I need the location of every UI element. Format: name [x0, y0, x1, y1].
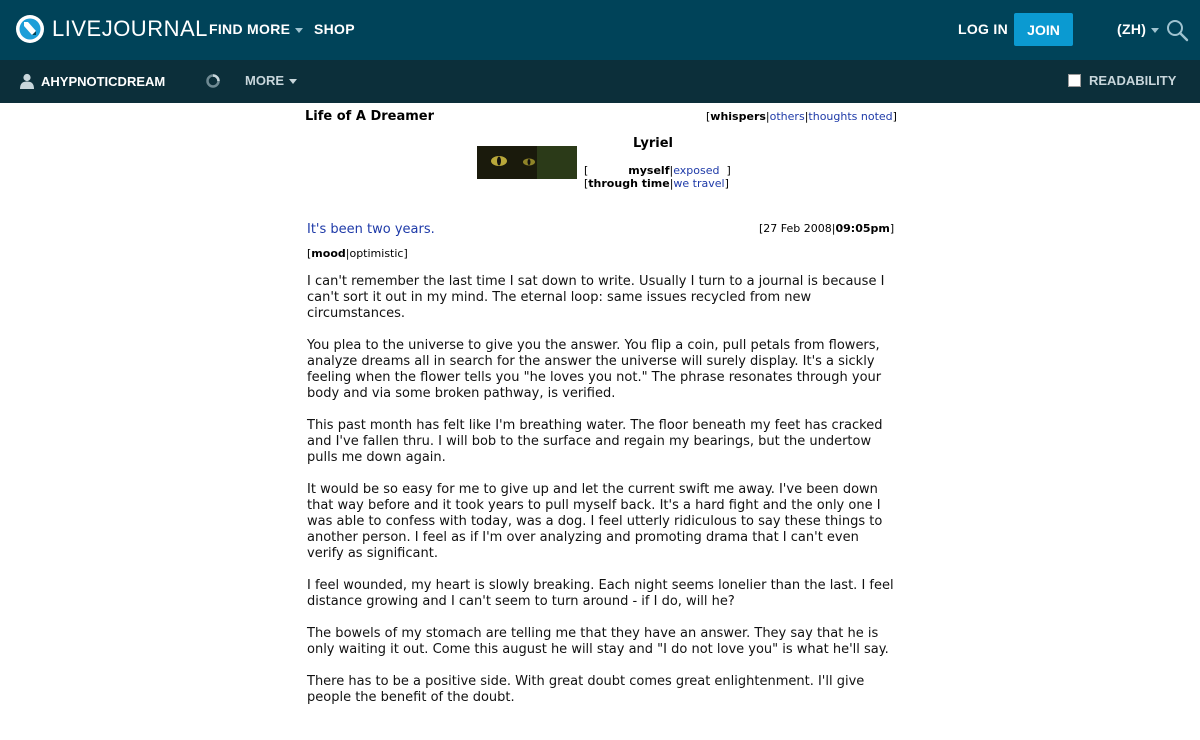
whispers-link[interactable]: whispers: [710, 110, 766, 123]
find-more-label: FIND MORE: [209, 21, 291, 37]
entry-paragraph: You plea to the universe to give you the answer. You flip a coin, pull petals from flowers, analyze dreams all in search for the answer the universe will surely display. It's a sickly feeling when the flower tells you "he loves you not." The phrase resonates through your body and via some broken pathway, is verified.: [307, 338, 882, 401]
chevron-down-icon: [1151, 28, 1159, 33]
display-name: Lyriel: [633, 136, 674, 151]
find-more-menu[interactable]: [209, 21, 303, 37]
through-time-link[interactable]: through time: [588, 177, 670, 190]
journal-toolbar: [0, 60, 1200, 103]
others-link[interactable]: others: [769, 110, 805, 123]
livejournal-logo[interactable]: [15, 14, 208, 44]
entry-date: 27 Feb 2008: [763, 222, 832, 235]
chevron-down-icon: [295, 28, 303, 33]
language-selector[interactable]: [1117, 21, 1159, 37]
mood-label: mood: [311, 247, 346, 260]
more-label: MORE: [245, 73, 284, 88]
exposed-link[interactable]: exposed: [673, 164, 720, 177]
top-navigation-bar: [0, 0, 1200, 60]
entry-body: [307, 274, 895, 722]
userpic-links: [ myself|exposed ] [through time|we travel]: [584, 164, 731, 190]
entry-time: 09:05pm: [835, 222, 890, 235]
entry-paragraph: The bowels of my stomach are telling me that they have an answer. They say that he is only waiting it out. Come this august he will stay and "I do not love you" is what he'll say.: [307, 626, 889, 657]
thoughts-noted-link[interactable]: thoughts noted: [808, 110, 893, 123]
journal-nav-links: [whispers|others|thoughts noted]: [706, 110, 897, 123]
entry-paragraph: It would be so easy for me to give up and let the current swift me away. I've been down that way before and it took years to pull myself back. It's a hard fight and the only one I was able to confess with today, was a dog. I feel utterly ridiculous to say these things to another person. I feel as if I'm over analyzing and promoting drama that I can't even verify as significant.: [307, 482, 883, 561]
shop-link[interactable]: SHOP: [314, 21, 355, 37]
user-icon: [20, 73, 34, 89]
more-menu[interactable]: [245, 73, 297, 88]
entry-timestamp: [27 Feb 2008|09:05pm]: [759, 222, 895, 235]
readability-toggle[interactable]: [1068, 73, 1176, 88]
journal-username: AHYPNOTICDREAM: [41, 73, 166, 89]
readability-label: READABILITY: [1089, 73, 1177, 88]
readability-checkbox[interactable]: [1068, 74, 1081, 87]
entry-paragraph: I feel wounded, my heart is slowly breaking. Each night seems lonelier than the last. I feel distance growing and I can't seem to turn around - if I do, will he?: [307, 578, 894, 609]
login-link[interactable]: LOG IN: [958, 21, 1009, 37]
search-icon[interactable]: [1165, 18, 1189, 42]
myself-link[interactable]: myself: [628, 164, 670, 177]
mood-value: optimistic: [349, 247, 404, 260]
journal-title: Life of A Dreamer: [305, 109, 435, 124]
livejournal-logo-icon: [15, 14, 45, 44]
entry-mood: [mood|optimistic]: [307, 247, 408, 260]
loading-spinner-icon: [206, 74, 220, 88]
entry-paragraph: This past month has felt like I'm breathing water. The floor beneath my feet has cracked and I've fallen thru. I will bob to the surface and regain my bearings, but the undertow pulls me down again.: [307, 418, 883, 465]
cat-eyes-image: [477, 146, 577, 179]
language-label: (ZH): [1117, 21, 1147, 37]
entry-paragraph: There has to be a positive side. With great doubt comes great enlightenment. I'll give people the benefit of the doubt.: [307, 674, 865, 705]
userpic: [477, 146, 577, 179]
we-travel-link[interactable]: we travel: [673, 177, 725, 190]
entry-paragraph: I can't remember the last time I sat down to write. Usually I turn to a journal is because I can't sort it out in my mind. The eternal loop: same issues recycled from new circumstances.: [307, 274, 885, 321]
chevron-down-icon: [289, 79, 297, 84]
join-button[interactable]: JOIN: [1014, 13, 1073, 46]
logo-text: LIVEJOURNAL: [52, 16, 208, 41]
journal-user-link[interactable]: [20, 73, 165, 89]
entry-subject[interactable]: It's been two years.: [307, 222, 435, 237]
